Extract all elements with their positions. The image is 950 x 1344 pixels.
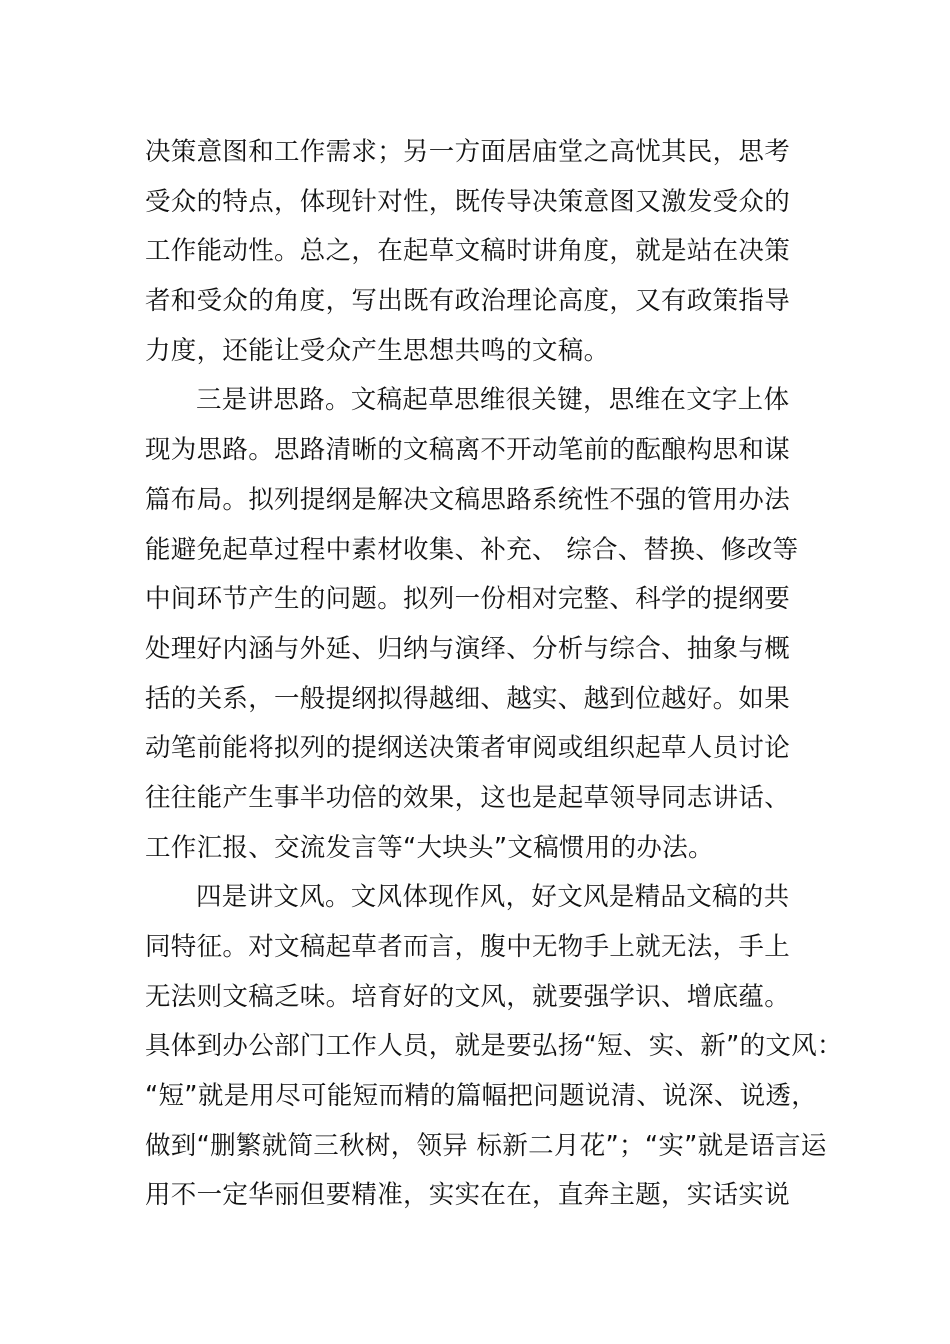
paragraph-start-line: 四是讲文风。文风体现作风，好文风是精品文稿的共: [196, 882, 790, 913]
text-line: “短”就是用尽可能短而精的篇幅把问题说清、说深、说透，: [145, 1081, 818, 1112]
text-line: 工作汇报、交流发言等“大块头”文稿惯用的办法。: [145, 832, 714, 863]
text-line: 决策意图和工作需求；另一方面居庙堂之高忧其民，思考: [145, 137, 791, 167]
body-text: [145, 128, 843, 1221]
text-line: 括的关系，一般提纲拟得越细、越实、越到位越好。如果: [145, 683, 791, 714]
text-line: 中间环节产生的问题。拟列一份相对完整、科学的提纲要: [145, 584, 791, 615]
text-line: 现为思路。思路清晰的文稿离不开动笔前的酝酿构思和谋: [145, 435, 791, 466]
text-line: 具体到办公部门工作人员，就是要弘扬“短、实、新”的文风：: [145, 1031, 843, 1062]
text-line: 同特征。对文稿起草者而言，腹中无物手上就无法，手上: [145, 932, 791, 962]
text-line: 动笔前能将拟列的提纲送决策者审阅或组织起草人员讨论: [145, 733, 791, 764]
text-line: 能避免起草过程中素材收集、补充、 综合、替换、修改等: [145, 534, 799, 565]
text-line: 无法则文稿乏味。培育好的文风，就要强学识、增底蕴。: [145, 981, 791, 1012]
text-line: 处理好内涵与外延、归纳与演绎、分析与综合、抽象与概: [145, 633, 791, 664]
text-line: 工作能动性。总之，在起草文稿时讲角度，就是站在决策: [145, 236, 791, 267]
text-line: 往往能产生事半功倍的效果，这也是起草领导同志讲话、: [145, 782, 791, 813]
text-line: 篇布局。拟列提纲是解决文稿思路系统性不强的管用办法: [145, 484, 791, 515]
text-line: 做到“删繁就简三秋树，领异 标新二月花”；“实”就是语言运: [145, 1130, 827, 1161]
text-line: 用不一定华丽但要精准，实实在在，直奔主题，实话实说: [145, 1180, 791, 1211]
text-line: 受众的特点，体现针对性，既传导决策意图又激发受众的: [145, 186, 791, 217]
paragraph-start-line: 三是讲思路。文稿起草思维很关键，思维在文字上体: [196, 385, 790, 416]
text-line: 者和受众的角度，写出既有政治理论高度，又有政策指导: [145, 286, 791, 317]
text-line: 力度，还能让受众产生思想共鸣的文稿。: [145, 335, 610, 366]
